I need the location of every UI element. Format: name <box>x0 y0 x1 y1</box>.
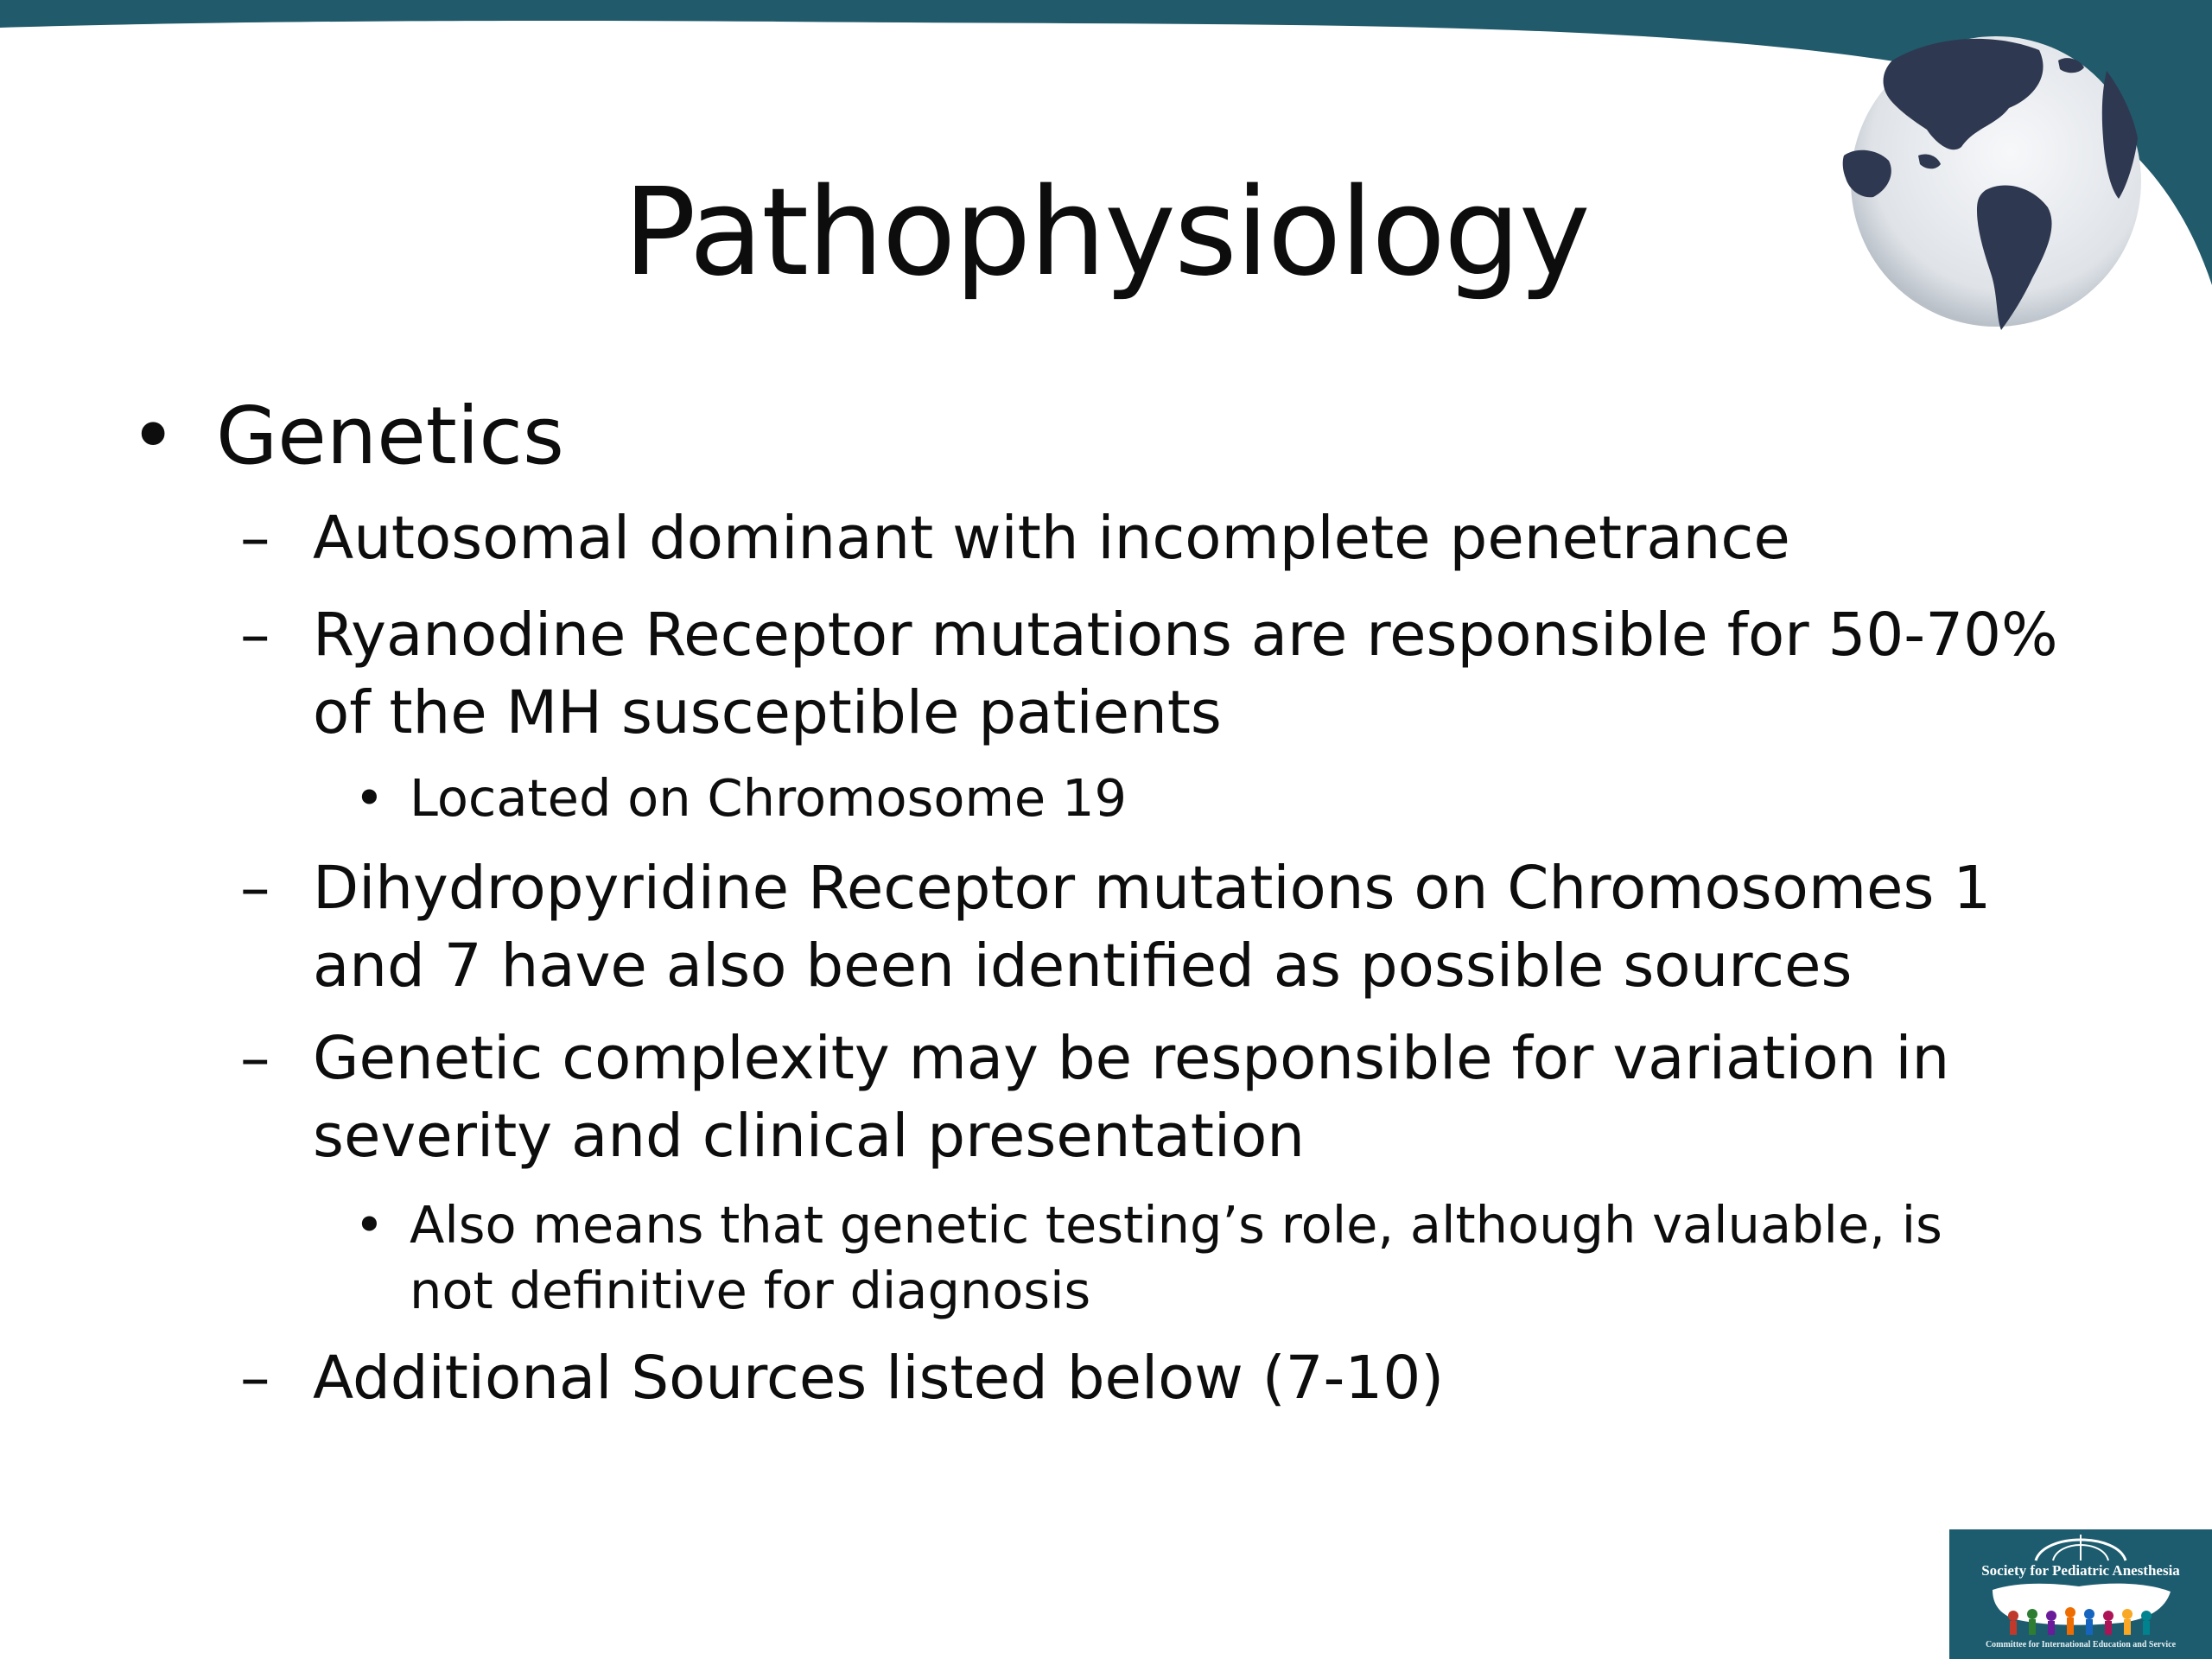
sub-bullet-dihydropyridine <box>240 849 2081 1005</box>
logo-org-name: Society for Pediatric Anesthesia <box>1981 1562 2180 1579</box>
spa-logo <box>1949 1529 2212 1659</box>
dash-marker: – <box>240 854 270 923</box>
bullet-marker: • <box>354 768 385 828</box>
bullet-marker: • <box>130 390 177 482</box>
logo-committee: Committee for International Education and Service <box>1985 1640 2177 1649</box>
bullet-genetics <box>130 389 564 484</box>
dash-marker: – <box>240 601 270 670</box>
sub-bullet-genetic-complexity <box>240 1020 2081 1175</box>
bullet-text: Also means that genetic testing’s role, although valuable, is not definitive for diagnosis <box>410 1195 1942 1320</box>
slide-title: Pathophysiology <box>623 162 1589 303</box>
dash-marker: – <box>240 504 270 573</box>
sub-bullet-additional-sources <box>240 1339 2081 1417</box>
bullet-text: Autosomal dominant with incomplete penetrance <box>313 504 1790 573</box>
sub-bullet-ryanodine <box>240 596 2081 752</box>
dash-marker: – <box>240 1024 270 1093</box>
bullet-text: Genetics <box>216 390 564 482</box>
sub-sub-bullet-genetic-testing <box>354 1192 2039 1324</box>
sub-bullet-autosomal <box>240 499 2081 577</box>
bullet-text: Ryanodine Receptor mutations are responsible for 50-70% of the MH susceptible patients <box>313 601 2058 747</box>
bullet-text: Genetic complexity may be responsible for variation in severity and clinical presentation <box>313 1024 1950 1171</box>
bullet-text: Located on Chromosome 19 <box>410 768 1128 828</box>
bullet-text: Dihydropyridine Receptor mutations on Chromosomes 1 and 7 have also been identified as possible sources <box>313 854 1992 1001</box>
sub-sub-bullet-chromosome-19 <box>354 766 2039 831</box>
bullet-text: Additional Sources listed below (7-10) <box>313 1344 1445 1413</box>
bullet-marker: • <box>354 1195 385 1255</box>
dash-marker: – <box>240 1344 270 1413</box>
